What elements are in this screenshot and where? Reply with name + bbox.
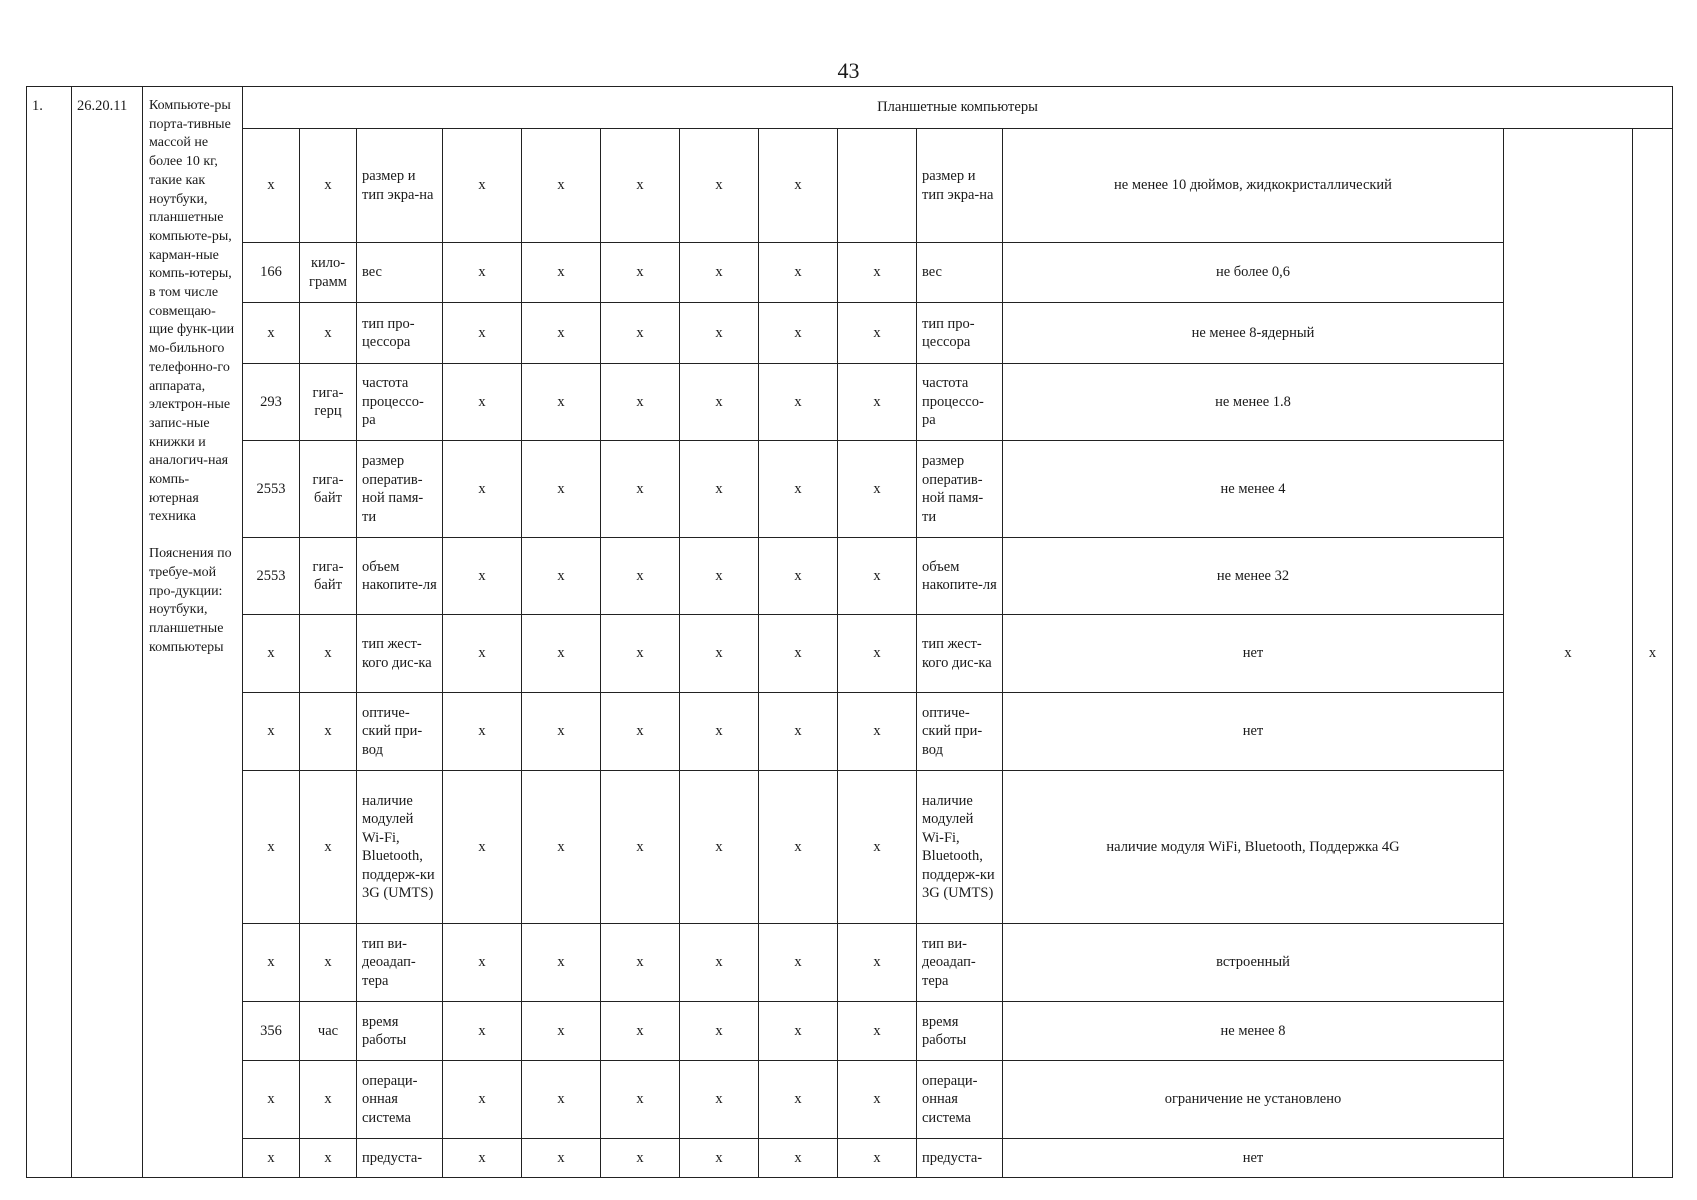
requirement-cell: х	[522, 693, 601, 771]
okei-code-cell: х	[243, 129, 300, 243]
characteristic-name-cell: оптиче-ский при-вод	[357, 693, 443, 771]
requirement-cell: х	[522, 924, 601, 1002]
okei-code-cell: х	[243, 693, 300, 771]
requirement-cell: х	[522, 129, 601, 243]
unit-cell: гига-герц	[300, 364, 357, 441]
requirement-cell: х	[759, 538, 838, 615]
okei-code-cell: 2553	[243, 538, 300, 615]
requirement-cell: х	[443, 1002, 522, 1061]
okei-code-cell: х	[243, 1139, 300, 1178]
requirement-cell: х	[759, 1002, 838, 1061]
requirement-cell: х	[680, 538, 759, 615]
requirement-cell: х	[601, 924, 680, 1002]
okei-code-cell: х	[243, 1061, 300, 1139]
characteristic-value-cell: не менее 1.8	[1003, 364, 1504, 441]
product-description-text: Компьюте-ры порта-тивные массой не более 10 кг, такие как ноутбуки, планшетные компьюте-ры, карман-ные компь-ютеры, в том числе совмещаю-щие функ-ции мо-бильного телефонно-го аппарата, электрон-ные запис-ные книжки и аналогич-ная компь-ютерная техника	[149, 98, 235, 525]
requirement-cell: х	[443, 441, 522, 538]
unit-cell: х	[300, 771, 357, 924]
unit-cell: гига-байт	[300, 538, 357, 615]
requirement-cell: х	[443, 924, 522, 1002]
unit-cell: х	[300, 924, 357, 1002]
requirement-cell: х	[838, 693, 917, 771]
requirement-cell: х	[522, 1061, 601, 1139]
characteristic-name-cell: предуста-	[917, 1139, 1003, 1178]
unit-cell: х	[300, 129, 357, 243]
requirement-cell: х	[601, 615, 680, 693]
requirement-cell: х	[443, 538, 522, 615]
requirement-cell: х	[522, 441, 601, 538]
requirement-cell: х	[443, 1139, 522, 1178]
requirement-cell: х	[838, 243, 917, 303]
characteristic-name-cell: время работы	[917, 1002, 1003, 1061]
characteristic-name-cell: тип ви-деоадап-тера	[357, 924, 443, 1002]
requirement-cell: х	[443, 243, 522, 303]
group-header: Планшетные компьютеры	[243, 87, 1673, 129]
characteristic-name-cell: размер и тип экра-на	[357, 129, 443, 243]
requirement-cell: х	[680, 303, 759, 364]
requirement-cell: х	[601, 364, 680, 441]
requirement-cell: х	[443, 1061, 522, 1139]
characteristic-name-cell: тип ви-деоадап-тера	[917, 924, 1003, 1002]
okei-code-cell: 356	[243, 1002, 300, 1061]
requirement-cell: х	[443, 364, 522, 441]
table-row	[27, 538, 1673, 615]
requirement-cell: х	[680, 615, 759, 693]
table-row	[27, 924, 1673, 1002]
requirement-cell: х	[601, 693, 680, 771]
characteristic-name-cell: объем накопите-ля	[357, 538, 443, 615]
table-row	[27, 364, 1673, 441]
characteristic-name-cell: размер и тип экра-на	[917, 129, 1003, 243]
requirement-cell: х	[759, 771, 838, 924]
requirement-cell: х	[759, 364, 838, 441]
okei-code-cell: 2553	[243, 441, 300, 538]
characteristic-name-cell: оптиче-ский при-вод	[917, 693, 1003, 771]
characteristic-name-cell: тип жест-кого дис-ка	[917, 615, 1003, 693]
requirement-cell: х	[838, 441, 917, 538]
unit-cell: х	[300, 693, 357, 771]
characteristic-name-cell: вес	[357, 243, 443, 303]
requirement-cell: х	[680, 693, 759, 771]
okei-code-cell: х	[243, 924, 300, 1002]
specification-table	[26, 86, 1673, 1178]
requirement-cell: х	[680, 243, 759, 303]
requirement-cell: х	[522, 771, 601, 924]
characteristic-value-cell: ограничение не установлено	[1003, 1061, 1504, 1139]
characteristic-name-cell: частота процессо-ра	[917, 364, 1003, 441]
requirement-cell: х	[601, 771, 680, 924]
requirement-cell: х	[838, 1002, 917, 1061]
requirement-cell: х	[759, 1139, 838, 1178]
okei-code-cell: 293	[243, 364, 300, 441]
characteristic-value-cell: не менее 8-ядерный	[1003, 303, 1504, 364]
requirement-cell: х	[522, 538, 601, 615]
requirement-cell: х	[522, 1002, 601, 1061]
requirement-cell: х	[601, 441, 680, 538]
product-note-text: Пояснения по требуе-мой про-дукции: ноутбуки, планшетные компьютеры	[149, 546, 232, 655]
requirement-cell: х	[680, 1061, 759, 1139]
requirement-cell: х	[838, 1139, 917, 1178]
unit-cell: х	[300, 615, 357, 693]
requirement-cell: х	[601, 303, 680, 364]
row-index: 1.	[27, 87, 72, 1178]
requirement-cell: х	[759, 1061, 838, 1139]
unit-cell: час	[300, 1002, 357, 1061]
okei-code-cell: х	[243, 771, 300, 924]
requirement-cell: х	[838, 1061, 917, 1139]
requirement-cell: х	[759, 129, 838, 243]
okei-code-cell: х	[243, 615, 300, 693]
group-header-row	[27, 87, 1673, 129]
requirement-cell: х	[759, 243, 838, 303]
characteristic-value-cell: нет	[1003, 1139, 1504, 1178]
requirement-cell: х	[601, 1061, 680, 1139]
requirement-cell: х	[522, 615, 601, 693]
okei-code-cell: 166	[243, 243, 300, 303]
table-row	[27, 441, 1673, 538]
table-row	[27, 615, 1673, 693]
requirement-cell: х	[601, 1139, 680, 1178]
characteristic-name-cell: тип жест-кого дис-ка	[357, 615, 443, 693]
unit-cell: гига-байт	[300, 441, 357, 538]
characteristic-value-cell: не менее 8	[1003, 1002, 1504, 1061]
characteristic-name-cell: частота процессо-ра	[357, 364, 443, 441]
requirement-cell: х	[680, 924, 759, 1002]
requirement-cell: х	[443, 129, 522, 243]
requirement-cell: х	[443, 615, 522, 693]
okpd2-code: 26.20.11	[72, 87, 143, 1178]
table-row	[27, 1061, 1673, 1139]
characteristic-name-cell: размер оператив-ной памя-ти	[917, 441, 1003, 538]
product-description	[143, 87, 243, 1178]
characteristic-name-cell: предуста-	[357, 1139, 443, 1178]
requirement-cell: х	[443, 771, 522, 924]
table-row	[27, 693, 1673, 771]
requirement-cell: х	[680, 771, 759, 924]
requirement-cell: х	[522, 243, 601, 303]
requirement-cell: х	[522, 1139, 601, 1178]
characteristic-name-cell: тип про-цессора	[917, 303, 1003, 364]
requirement-cell: х	[759, 615, 838, 693]
characteristic-value-cell: не менее 32	[1003, 538, 1504, 615]
requirement-cell: х	[680, 129, 759, 243]
requirement-cell: х	[759, 441, 838, 538]
characteristic-value-cell: наличие модуля WiFi, Bluetooth, Поддержка 4G	[1003, 771, 1504, 924]
table-row	[27, 1139, 1673, 1178]
requirement-cell: х	[838, 303, 917, 364]
okei-code-cell: х	[243, 303, 300, 364]
requirement-cell: х	[838, 538, 917, 615]
characteristic-name-cell: вес	[917, 243, 1003, 303]
characteristic-value-cell: не менее 10 дюймов, жидкокристаллический	[1003, 129, 1504, 243]
table-row	[27, 1002, 1673, 1061]
requirement-cell: х	[680, 441, 759, 538]
characteristic-name-cell: тип про-цессора	[357, 303, 443, 364]
requirement-cell	[838, 129, 917, 243]
requirement-cell: х	[601, 243, 680, 303]
requirement-cell: х	[838, 924, 917, 1002]
characteristic-name-cell: операци-онная система	[357, 1061, 443, 1139]
characteristic-name-cell: объем накопите-ля	[917, 538, 1003, 615]
table-row	[27, 771, 1673, 924]
characteristic-value-cell: встроенный	[1003, 924, 1504, 1002]
requirement-cell: х	[680, 364, 759, 441]
requirement-cell: х	[601, 538, 680, 615]
requirement-cell: х	[838, 364, 917, 441]
requirement-cell: х	[759, 924, 838, 1002]
characteristic-name-cell: операци-онная система	[917, 1061, 1003, 1139]
requirement-cell: х	[522, 364, 601, 441]
right-column-cell: х	[1504, 129, 1633, 1178]
right-column-cell: х	[1633, 129, 1673, 1178]
requirement-cell: х	[680, 1139, 759, 1178]
requirement-cell: х	[601, 1002, 680, 1061]
unit-cell: кило-грамм	[300, 243, 357, 303]
requirement-cell: х	[680, 1002, 759, 1061]
characteristic-value-cell: не более 0,6	[1003, 243, 1504, 303]
characteristic-name-cell: наличие модулей Wi-Fi, Bluetooth, поддерж-ки 3G (UMTS)	[917, 771, 1003, 924]
characteristic-name-cell: размер оператив-ной памя-ти	[357, 441, 443, 538]
requirement-cell: х	[601, 129, 680, 243]
unit-cell: х	[300, 1061, 357, 1139]
requirement-cell: х	[522, 303, 601, 364]
characteristic-value-cell: не менее 4	[1003, 441, 1504, 538]
requirement-cell: х	[759, 303, 838, 364]
table-row	[27, 243, 1673, 303]
table-row	[27, 129, 1673, 243]
characteristic-name-cell: время работы	[357, 1002, 443, 1061]
page-number: 43	[837, 58, 860, 83]
requirement-cell: х	[838, 615, 917, 693]
requirement-cell: х	[443, 303, 522, 364]
unit-cell: х	[300, 1139, 357, 1178]
characteristic-value-cell: нет	[1003, 615, 1504, 693]
characteristic-name-cell: наличие модулей Wi-Fi, Bluetooth, поддерж-ки 3G (UMTS)	[357, 771, 443, 924]
unit-cell: х	[300, 303, 357, 364]
requirement-cell: х	[759, 693, 838, 771]
characteristic-value-cell: нет	[1003, 693, 1504, 771]
table-row	[27, 303, 1673, 364]
requirement-cell: х	[443, 693, 522, 771]
requirement-cell: х	[838, 771, 917, 924]
